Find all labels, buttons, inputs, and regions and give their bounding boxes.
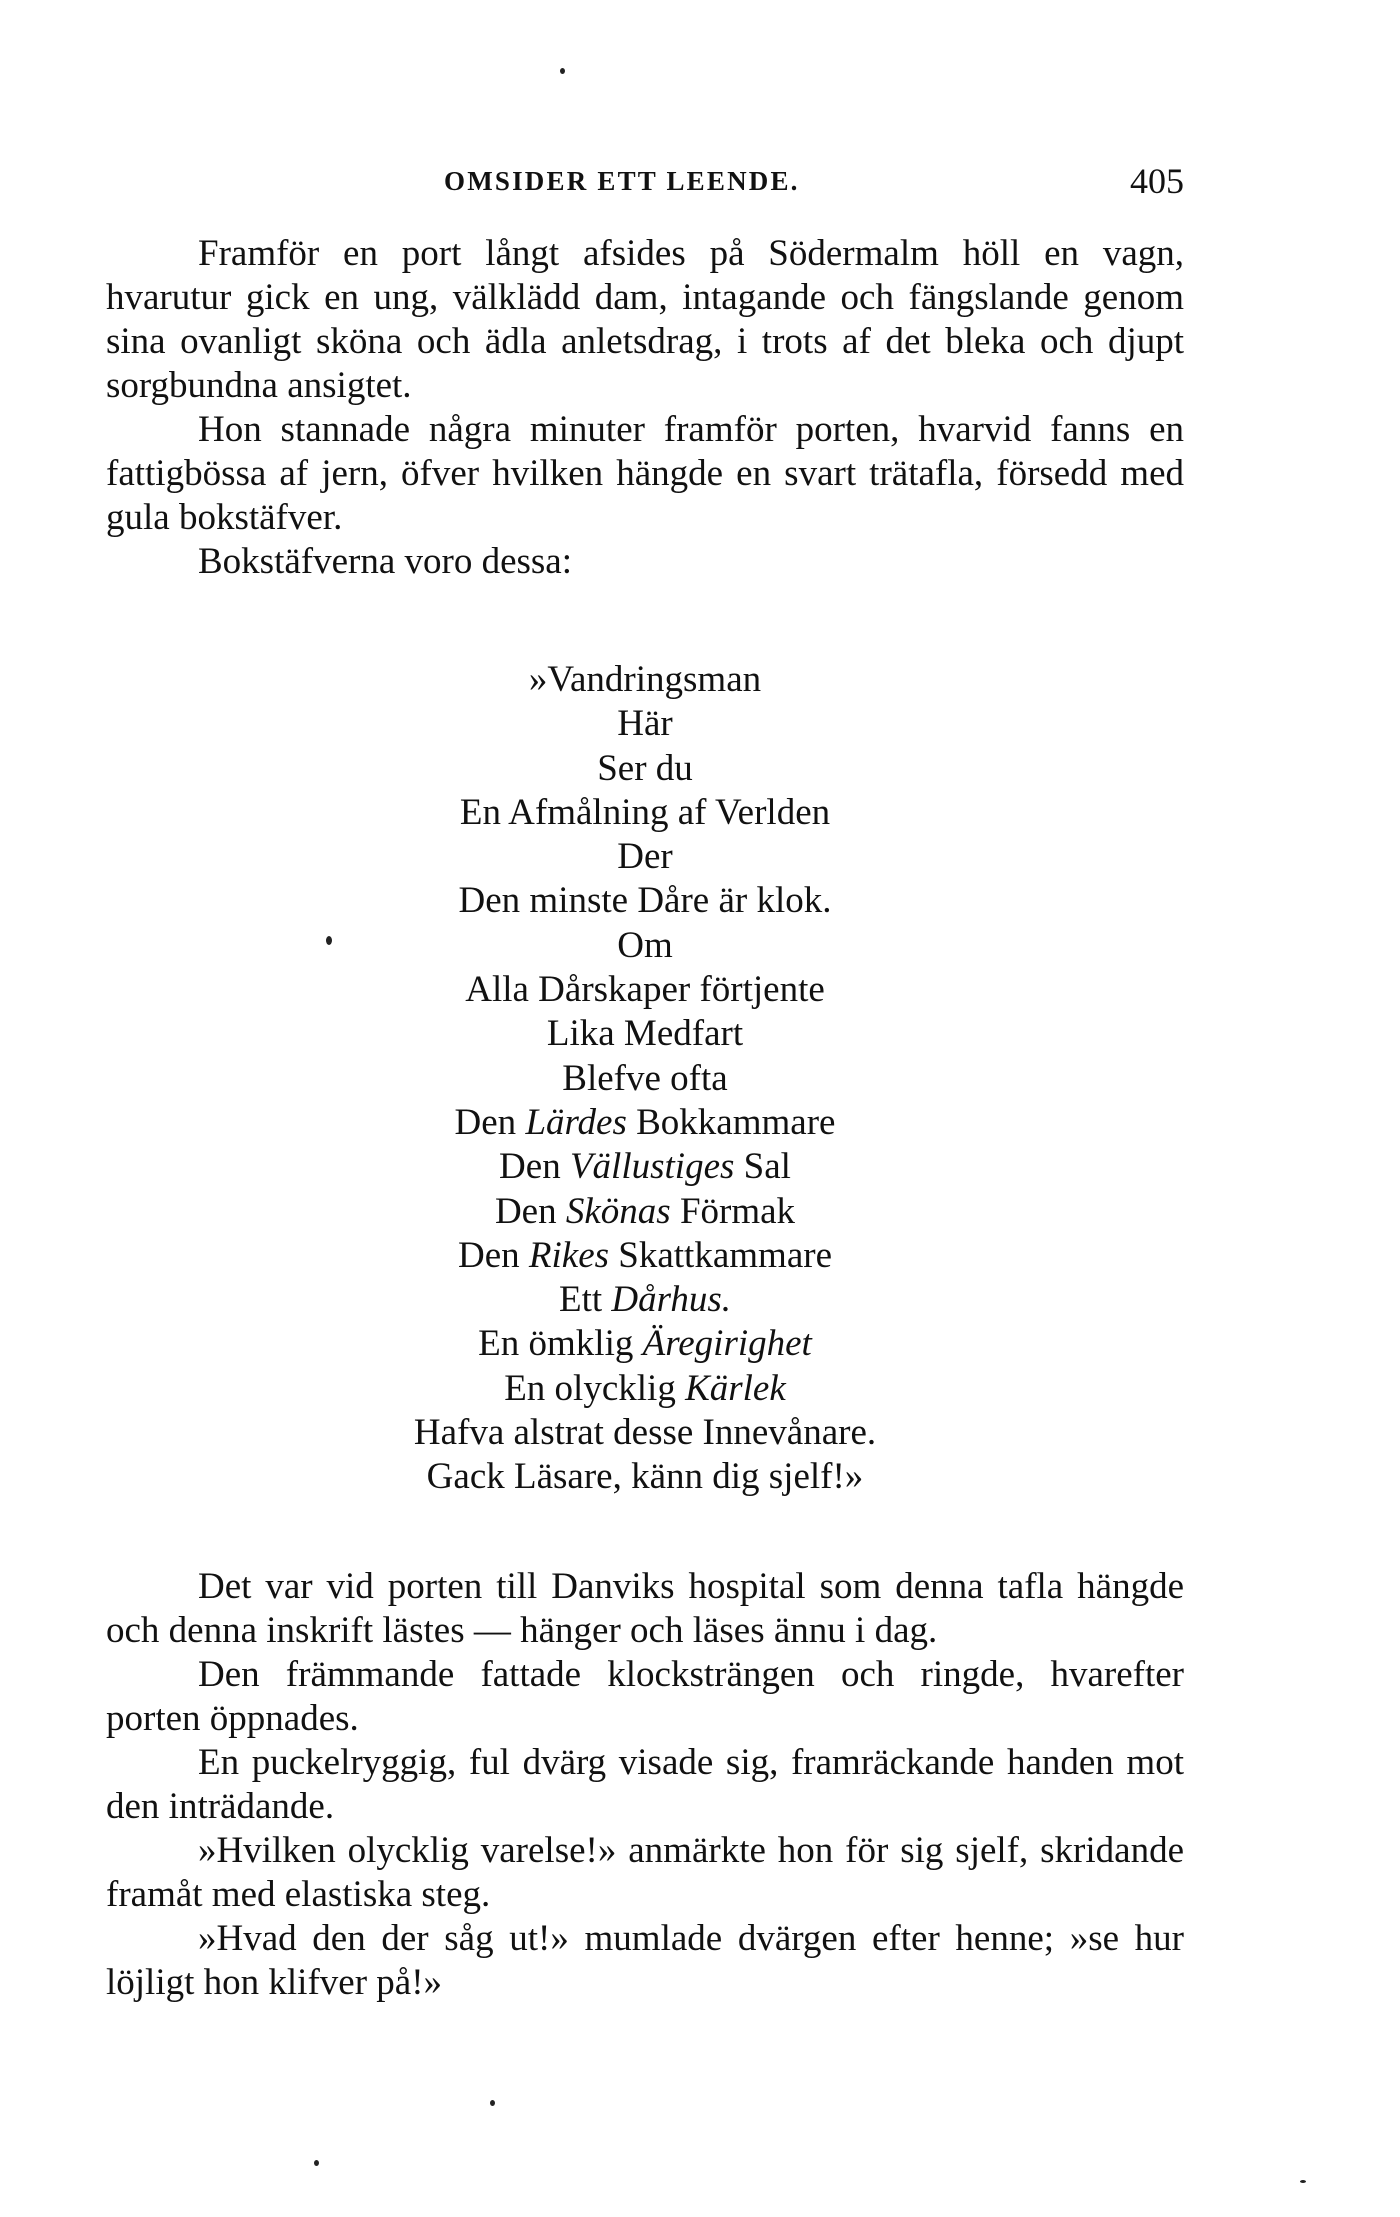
inscription-line — [106, 1411, 1184, 1455]
inscription-emphasis: Äregirighet — [642, 1323, 812, 1365]
print-speck — [1300, 2180, 1306, 2183]
inscription-emphasis: Kärlek — [685, 1367, 786, 1409]
inscription-line — [106, 1101, 1184, 1145]
inscription-text: Här — [617, 703, 673, 745]
inscription-line — [106, 1455, 1184, 1499]
inscription-text: Förmak — [670, 1190, 796, 1232]
paragraph: Det var vid porten till Danviks hospital som denna tafla hängde och denna inskrift lästes — hänger och läses ännu i dag. — [106, 1566, 1184, 1651]
inscription-emphasis: Lärdes — [525, 1101, 627, 1143]
inscription-block — [106, 658, 1184, 1500]
inscription-emphasis: Skönas — [565, 1190, 671, 1232]
inscription-line — [106, 791, 1184, 835]
inscription-text: En ömklig — [478, 1323, 643, 1365]
page-header — [106, 160, 1184, 204]
inscription-emphasis: Vällustiges — [569, 1146, 735, 1188]
body-text-top — [106, 232, 1184, 584]
inscription-text: Den — [458, 1234, 529, 1276]
paragraph: »Hvad den der såg ut!» mumlade dvärgen efter henne; »se hur löjligt hon klifver på!» — [106, 1918, 1184, 2003]
print-speck — [326, 936, 332, 945]
running-title: OMSIDER ETT LEENDE. — [444, 166, 800, 196]
inscription-line — [106, 968, 1184, 1012]
print-speck — [314, 2160, 319, 2166]
inscription-line — [106, 1145, 1184, 1189]
inscription-text: Ser du — [597, 747, 693, 789]
print-speck — [490, 2100, 495, 2106]
inscription-text: Hafva alstrat desse Innevånare. — [413, 1412, 877, 1454]
inscription-text: Der — [617, 836, 673, 878]
inscription-line — [106, 1278, 1184, 1322]
inscription-text: Om — [617, 924, 673, 966]
inscription-line — [106, 1322, 1184, 1366]
inscription-text: »Vandringsman — [528, 659, 762, 700]
paragraph: »Hvilken olycklig varelse!» anmärkte hon för sig sjelf, skridande framåt med elastiska steg. — [106, 1830, 1184, 1915]
inscription-line — [106, 835, 1184, 879]
inscription-line — [106, 702, 1184, 746]
inscription-text: Lika Medfart — [546, 1013, 744, 1055]
inscription-text: Den — [454, 1101, 526, 1143]
body-text-bottom — [106, 1565, 1184, 2005]
inscription-line — [106, 1367, 1184, 1411]
inscription-text: Sal — [734, 1146, 791, 1188]
inscription-line — [106, 747, 1184, 791]
inscription-text: Den — [499, 1146, 570, 1188]
inscription-line — [106, 658, 1184, 702]
inscription-text: En Afmålning af Verlden — [459, 791, 831, 833]
paragraph: Den främmande fattade klocksträngen och ringde, hvarefter porten öppnades. — [106, 1654, 1184, 1739]
inscription-text: En olycklig — [504, 1367, 686, 1409]
paragraph: Bokstäfverna voro dessa: — [198, 541, 573, 582]
print-speck — [560, 68, 565, 74]
paragraph: En puckelryggig, ful dvärg visade sig, framräckande handen mot den inträdande. — [106, 1742, 1184, 1827]
inscription-text: Bokkammare — [626, 1101, 836, 1143]
inscription-line — [106, 1012, 1184, 1056]
inscription-text: Den minste Dåre är klok. — [458, 880, 832, 922]
paragraph: Hon stannade några minuter framför porten, hvarvid fanns en fattigbössa af jern, öfver hvilken hängde en svart trätafla, försedd med gula bokstäfver. — [106, 409, 1184, 538]
inscription-text: Skattkammare — [609, 1234, 832, 1276]
inscription-line — [106, 1190, 1184, 1234]
inscription-text: Ett — [558, 1279, 612, 1321]
inscription-line — [106, 879, 1184, 923]
inscription-emphasis: Dårhus. — [611, 1279, 732, 1321]
page-number: 405 — [1130, 161, 1184, 201]
inscription-text: Alla Dårskaper förtjente — [465, 969, 825, 1011]
paragraph: Framför en port långt afsides på Södermalm höll en vagn, hvarutur gick en ung, välklädd dam, intagande och fängslande genom sina ovanligt sköna och ädla anletsdrag, i trots af det bleka och djupt sorgbundna ansigtet. — [106, 233, 1184, 406]
inscription-text: Gack Läsare, känn dig sjelf!» — [426, 1456, 864, 1498]
inscription-line — [106, 1234, 1184, 1278]
inscription-line — [106, 1057, 1184, 1101]
inscription-line — [106, 924, 1184, 968]
inscription-text: Blefve ofta — [562, 1057, 728, 1099]
inscription-emphasis: Rikes — [528, 1234, 610, 1276]
inscription-text: Den — [494, 1190, 566, 1232]
